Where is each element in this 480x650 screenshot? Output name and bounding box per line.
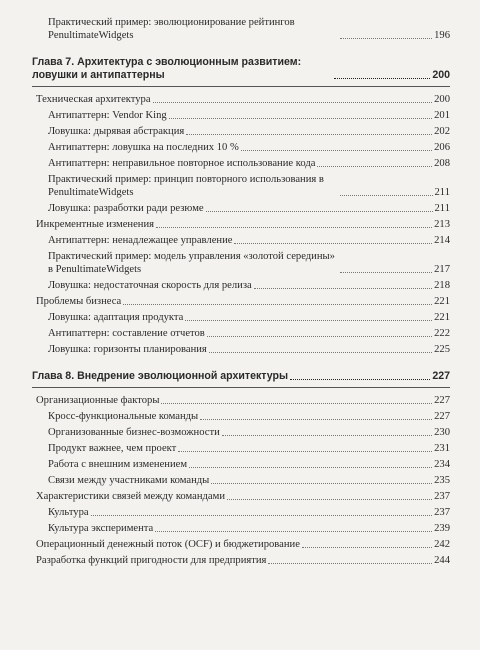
toc-page-number: 230 — [434, 427, 450, 438]
toc-page-number: 208 — [434, 158, 450, 169]
toc-entry-title: Характеристики связей между командами — [36, 491, 225, 502]
dot-leader — [206, 211, 433, 212]
toc-entry — [32, 506, 450, 519]
toc-entry — [32, 16, 450, 42]
toc-section — [32, 554, 450, 567]
toc-section — [32, 218, 450, 231]
toc-page-number: 211 — [434, 187, 450, 198]
toc-page-number: 196 — [434, 30, 450, 41]
dot-leader — [227, 499, 432, 500]
chapter-divider — [32, 86, 450, 87]
dot-leader — [340, 38, 432, 39]
toc-entry-title: Ловушка: недостаточная скорость для релиза — [48, 280, 252, 291]
toc-entry-title: Связи между участниками команды — [48, 475, 210, 486]
toc-entry — [32, 327, 450, 340]
dot-leader — [234, 243, 432, 244]
dot-leader — [317, 166, 432, 167]
toc-entry-title: Культура эксперимента — [48, 523, 154, 534]
toc-chapter-title: Глава 7. Архитектура с эволюционным развитием: ловушки и антипаттерны — [32, 56, 302, 81]
toc-entry-title: Практический пример: эволюционирование рейтингов PenultimateWidgets — [48, 17, 295, 41]
toc-entry — [32, 202, 450, 215]
toc-entry-title: Антипаттерн: составление отчетов — [48, 328, 205, 339]
toc-entry-title: Продукт важнее, чем проект — [48, 443, 177, 454]
dot-leader — [155, 531, 432, 532]
toc-entry-title: Ловушка: горизонты планирования — [48, 344, 207, 355]
toc-entry-title: Антипаттерн: ненадлежащее управление — [48, 235, 233, 246]
toc-page-number: 231 — [434, 443, 450, 454]
dot-leader — [290, 379, 430, 380]
toc-page-number: 242 — [434, 539, 450, 550]
toc-entry — [32, 474, 450, 487]
dot-leader — [340, 272, 432, 273]
toc-page-number: 218 — [434, 280, 450, 291]
toc-entry — [32, 109, 450, 122]
toc-page-number: 225 — [434, 344, 450, 355]
dot-leader — [334, 78, 430, 79]
toc-entry-title: Ловушка: разработки ради резюме — [48, 203, 204, 214]
dot-leader — [268, 563, 432, 564]
toc-entry-title: Организационные факторы — [36, 395, 160, 406]
toc-page-number: 211 — [434, 203, 450, 214]
dot-leader — [207, 336, 432, 337]
toc-entry-title: Инкрементные изменения — [36, 219, 155, 230]
toc-page-number: 239 — [434, 523, 450, 534]
toc-page-number: 200 — [434, 94, 450, 105]
toc-entry-title: Проблемы бизнеса — [36, 296, 122, 307]
chapter-divider — [32, 387, 450, 388]
toc-page-number: 227 — [432, 370, 450, 382]
toc-section — [32, 394, 450, 407]
toc-entry — [32, 442, 450, 455]
toc-entry-title: Практический пример: принцип повторного использования в PenultimateWidgets — [48, 174, 324, 198]
toc-entry — [32, 458, 450, 471]
toc-page-number: 227 — [434, 395, 450, 406]
toc-entry — [32, 426, 450, 439]
toc-page-number: 227 — [434, 411, 450, 422]
toc-entry-title: Техническая архитектура — [36, 94, 151, 105]
toc-entry-title: Работа с внешним изменением — [48, 459, 188, 470]
toc-page-number: 222 — [434, 328, 450, 339]
toc-entry — [32, 141, 450, 154]
toc-entry-title: Организованные бизнес-возможности — [48, 427, 220, 438]
toc-page-number: 214 — [434, 235, 450, 246]
toc-entry — [32, 125, 450, 138]
toc-section — [32, 93, 450, 106]
toc-entry — [32, 250, 450, 276]
toc-page-number: 244 — [434, 555, 450, 566]
dot-leader — [123, 304, 432, 305]
toc-entry-title: Антипаттерн: неправильное повторное использование кода — [48, 158, 316, 169]
toc-entry-title: Разработка функций пригодности для предприятия — [36, 555, 267, 566]
dot-leader — [209, 352, 432, 353]
toc-entry-title: Ловушка: дырявая абстракция — [48, 126, 185, 137]
toc-entry — [32, 234, 450, 247]
toc-page-number: 221 — [434, 312, 450, 323]
toc-chapter-8 — [32, 370, 450, 383]
dot-leader — [161, 403, 432, 404]
toc-page-number: 213 — [434, 219, 450, 230]
dot-leader — [185, 320, 432, 321]
toc-page-number: 235 — [434, 475, 450, 486]
dot-leader — [302, 547, 432, 548]
toc-entry-title: Антипаттерн: ловушка на последних 10 % — [48, 142, 239, 153]
toc-page-number: 217 — [434, 264, 450, 275]
toc-entry-title: Ловушка: адаптация продукта — [48, 312, 184, 323]
toc-section — [32, 538, 450, 551]
dot-leader — [254, 288, 432, 289]
toc-page-number: 200 — [432, 69, 450, 81]
toc-entry — [32, 522, 450, 535]
toc-entry-title: Кросс-функциональные команды — [48, 411, 199, 422]
dot-leader — [91, 515, 433, 516]
toc-page-number: 237 — [434, 491, 450, 502]
dot-leader — [241, 150, 432, 151]
toc-entry — [32, 157, 450, 170]
toc-entry — [32, 343, 450, 356]
dot-leader — [156, 227, 432, 228]
dot-leader — [200, 419, 432, 420]
toc-section — [32, 490, 450, 503]
toc-entry-title: Антипаттерн: Vendor King — [48, 110, 167, 121]
toc-entry-title: Культура — [48, 507, 89, 518]
toc-entry — [32, 173, 450, 199]
toc-page-number: 206 — [434, 142, 450, 153]
toc-entry — [32, 410, 450, 423]
dot-leader — [186, 134, 432, 135]
toc-section — [32, 295, 450, 308]
dot-leader — [153, 102, 433, 103]
dot-leader — [211, 483, 432, 484]
toc-page-number: 221 — [434, 296, 450, 307]
dot-leader — [169, 118, 432, 119]
toc-page-number: 202 — [434, 126, 450, 137]
dot-leader — [189, 467, 432, 468]
toc-entry-title: Операционный денежный поток (OCF) и бюджетирование — [36, 539, 300, 550]
table-of-contents — [32, 16, 450, 570]
toc-entry — [32, 279, 450, 292]
dot-leader — [222, 435, 432, 436]
toc-chapter-7 — [32, 56, 450, 82]
toc-page-number: 201 — [434, 110, 450, 121]
dot-leader — [340, 195, 433, 196]
dot-leader — [178, 451, 432, 452]
toc-page-number: 234 — [434, 459, 450, 470]
toc-entry-title: Практический пример: модель управления «золотой середины» в PenultimateWidgets — [48, 251, 335, 275]
toc-entry — [32, 311, 450, 324]
toc-chapter-title: Глава 8. Внедрение эволюционной архитектуры — [32, 370, 289, 382]
toc-page-number: 237 — [434, 507, 450, 518]
